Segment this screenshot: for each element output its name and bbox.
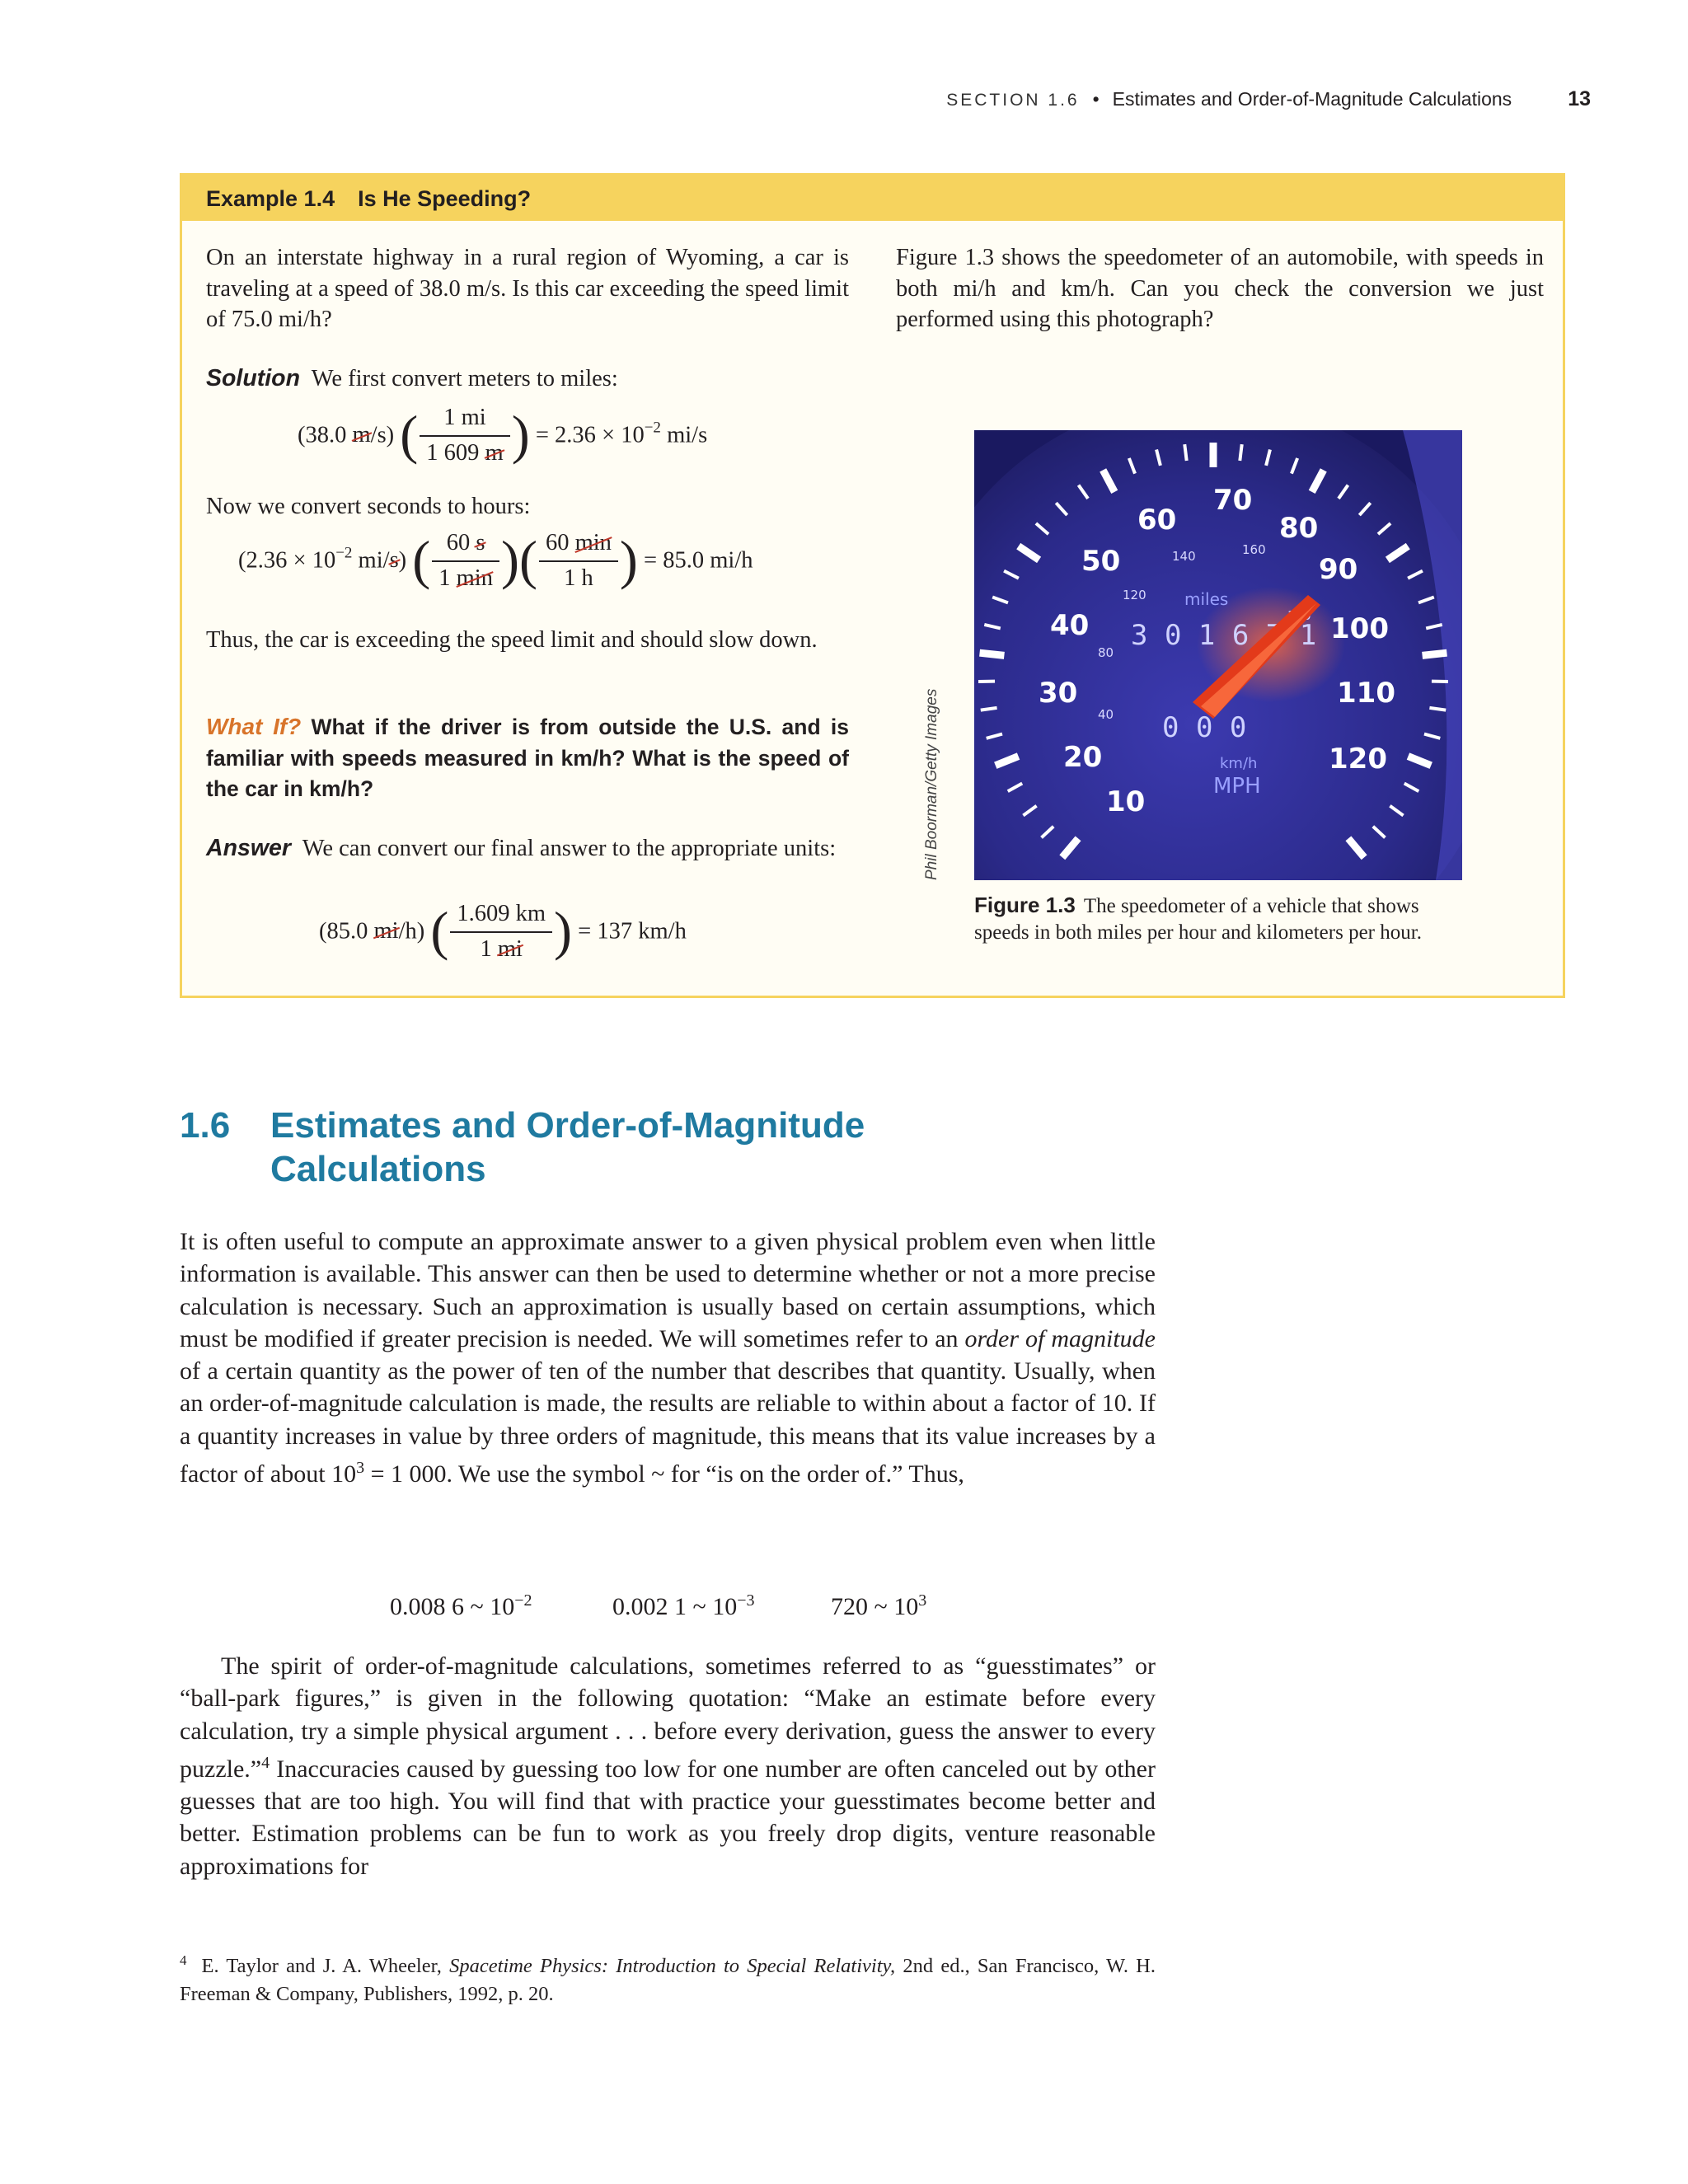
svg-text:MPH: MPH <box>1213 774 1261 799</box>
body-paragraph-2: The spirit of order-of-magnitude calculations, sometimes referred to as “guesstimates” or “ball-park figures,” is given in the following quotation: “Make an estimate before every calculation, try a simple physical argument . . . before every derivation, guess the answer to every puzzle.”$^4$ Inaccuracies caused by guessing too low for one number are often canceled out by other guesses that are too high. You will find that with practice your guesstimates become better and better. Estimation problems can be fun to work as you freely drop digits, venture reasonable approximations for <box>180 1652 1156 1880</box>
example-figure-question: Figure 1.3 shows the speedometer of an automobile, with speeds in both mi/h and km/h. Can you check the conversion we just performed using this photograph? <box>896 245 1544 332</box>
svg-text:40: 40 <box>1098 707 1114 722</box>
dial-tick <box>1240 444 1241 461</box>
dial-label-120: 120 <box>1329 743 1387 776</box>
speedometer-photo <box>974 430 1462 880</box>
svg-text:miles: miles <box>1184 589 1229 609</box>
header-bullet: • <box>1092 88 1100 110</box>
header-title: Estimates and Order-of-Magnitude Calculations <box>1112 88 1512 110</box>
footnote-ref[interactable]: 4 <box>261 1753 270 1772</box>
dial-tick <box>980 653 1005 655</box>
solution-label: Solution <box>206 365 300 391</box>
speedometer-image <box>974 430 1462 880</box>
example-name: Is He Speeding? <box>358 186 532 211</box>
solution-text: We first convert meters to miles: <box>311 366 618 391</box>
dial-label-20: 20 <box>1063 741 1103 774</box>
dial-label-100: 100 <box>1330 612 1389 645</box>
footnote: $^4$ E. Taylor and J. A. Wheeler, Spacetime Physics: Introduction to Special Relativity, 2nd ed., San Francisco, W. H. Freeman & Company, Publishers, 1992, p. 20. <box>180 1952 1156 2005</box>
equation-mph-to-kmh: (85.0 mi/h) ( $\frac{1.609 km}{1 mi}$ ) = 137 km/h <box>319 901 687 962</box>
page-number: 13 <box>1568 87 1591 110</box>
dial-label-50: 50 <box>1081 545 1121 578</box>
conclusion-text: Thus, the car is exceeding the speed limit and should slow down. <box>206 627 818 653</box>
equation-meters-to-miles: (38.0 m/s) ( $\frac{1 mi}{1 609 m}$ ) = $2.36 \times 10^{-2}$ mi/s <box>298 405 708 466</box>
svg-text:140: 140 <box>1172 549 1196 564</box>
dial-label-30: 30 <box>1039 677 1078 710</box>
example-title <box>206 186 531 212</box>
figure-caption <box>974 892 1452 946</box>
answer-line <box>206 833 849 865</box>
dial-tick <box>1423 653 1447 655</box>
solution-line <box>206 363 849 395</box>
fraction: $\frac{1 mi}{1 609 m}$ <box>420 406 509 465</box>
figure-caption-text: The speedometer of a vehicle that shows speeds in both miles per hour and kilometers per hour. <box>974 895 1422 944</box>
section-title: Estimates and Order-of-Magnitude Calculations <box>270 1105 865 1189</box>
dial-tick <box>981 708 997 710</box>
example-label: Example 1.4 <box>206 186 335 211</box>
running-header <box>0 87 1591 111</box>
svg-text:120: 120 <box>1123 588 1146 602</box>
dial-label-90: 90 <box>1319 553 1358 586</box>
dial-label-60: 60 <box>1137 504 1177 537</box>
section-number: 1.6 <box>180 1105 231 1146</box>
dial-label-40: 40 <box>1050 609 1090 642</box>
answer-text: We can convert our final answer to the appropriate units: <box>302 836 837 861</box>
example-problem: On an interstate highway in a rural region of Wyoming, a car is traveling at a speed of 38.0 m/s. Is this car exceeding the speed limit of 75.0 mi/h? <box>206 245 849 332</box>
svg-text:km/h: km/h <box>1220 755 1258 772</box>
trip-meter: 0 0 0 <box>1162 711 1247 744</box>
figure-label: Figure 1.3 <box>974 893 1076 917</box>
dial-label-80: 80 <box>1279 512 1319 545</box>
dial-label-70: 70 <box>1213 484 1253 517</box>
equation-seconds-to-hours: ($2.36 \times 10^{-2}$ mi/s) ( $\frac{60 s}{1 \min}$ )( $\frac{60 \min}{1 h}$ ) = 85.0 mi/h <box>238 530 753 591</box>
body-paragraph-1: It is often useful to compute an approximate answer to a given physical problem even when little information is available. This answer can then be used to determine whether or not a more precise calculation is necessary. Such an approximation is usually based on certain assumptions, which must be modified if greater precision is needed. We will sometimes refer to an order of magnitude of a certain quantity as the power of ten of the number that describes that quantity. Usually, when an order-of-magnitude calculation is made, the results are reliable to within about a factor of 10. If a quantity increases in value by three orders of magnitude, this means that its value increases by a factor of about $10^3 = 1$ 000. We use the symbol ~ for “is on the order of.” Thus, <box>180 1228 1156 1488</box>
what-if-text: What if the driver is from outside the U.S. and is familiar with speeds measured in km/h? What is the speed of the car in km/h? <box>206 715 849 801</box>
hours-text: Now we convert seconds to hours: <box>206 494 531 519</box>
what-if-question <box>206 711 849 805</box>
dial-label-10: 10 <box>1106 785 1146 818</box>
odometer: 3 0 1 6 7 1 <box>1131 619 1317 652</box>
svg-text:160: 160 <box>1242 542 1266 557</box>
dial-tick <box>1429 708 1446 710</box>
answer-label: Answer <box>206 835 291 861</box>
photo-credit: Phil Boorman/Getty Images <box>923 688 940 880</box>
dial-tick <box>1184 444 1186 461</box>
header-section: SECTION 1.6 <box>946 91 1080 110</box>
svg-text:80: 80 <box>1098 645 1114 660</box>
what-if-label: What If? <box>206 714 302 739</box>
dial-label-110: 110 <box>1337 677 1395 710</box>
